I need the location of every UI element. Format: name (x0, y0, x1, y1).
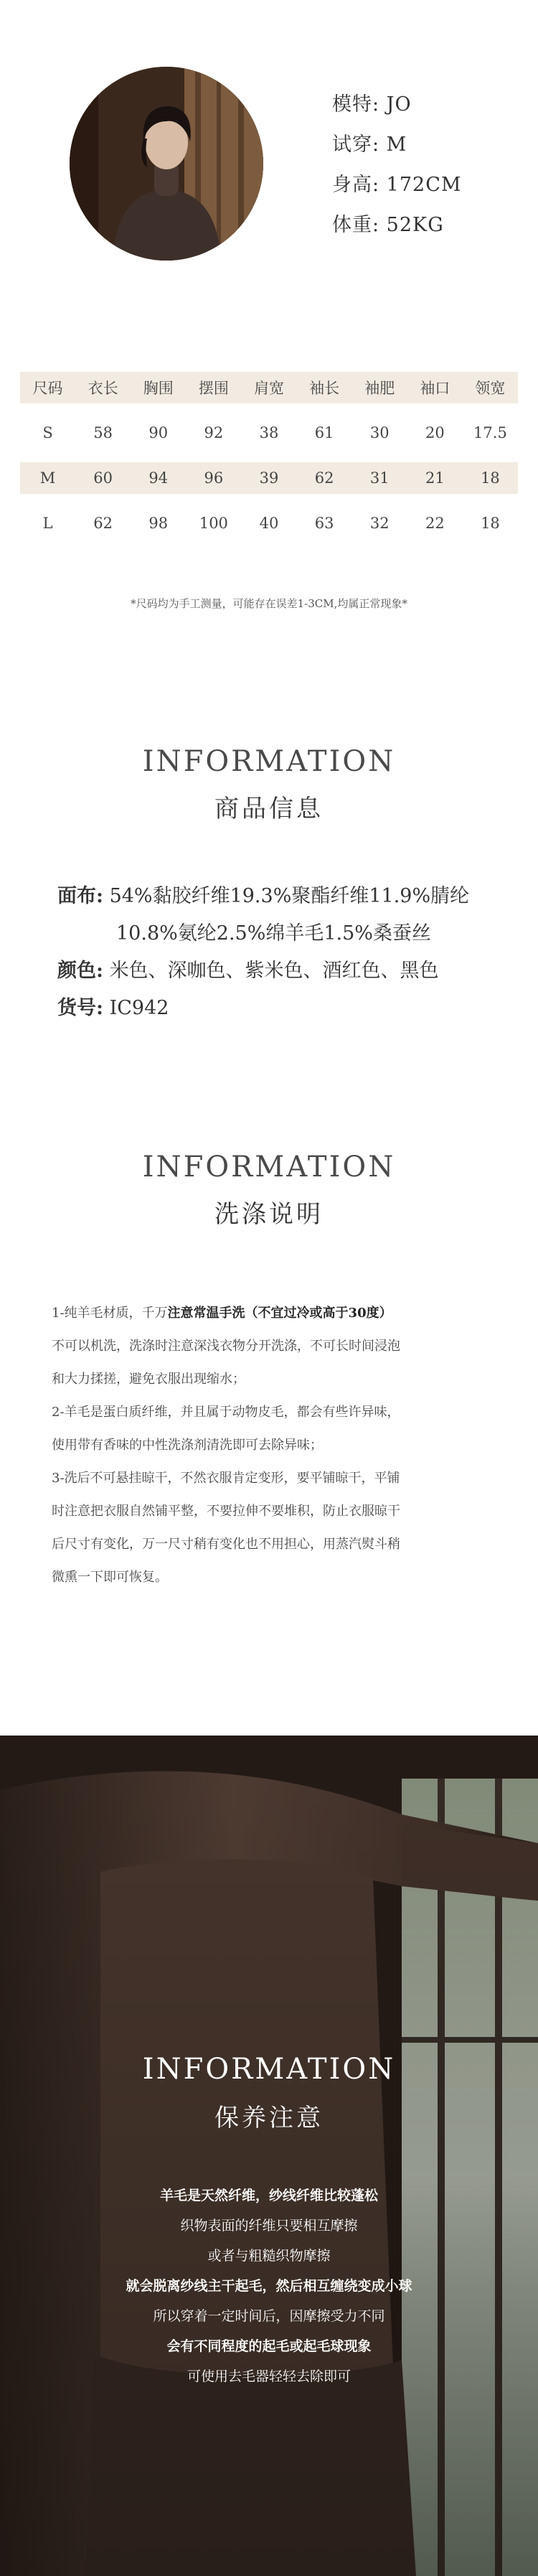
wash-line: 后尺寸有变化，万一尺寸稍有变化也不用担心，用蒸汽熨斗稍 (52, 1537, 400, 1552)
table-row (20, 417, 518, 449)
care-section (0, 1736, 538, 2576)
model-photo-illustration (70, 67, 263, 261)
table-cell: 31 (369, 469, 390, 487)
size-table-header (20, 372, 518, 403)
header-cell: 袖口 (420, 380, 450, 397)
care-line: 所以穿着一定时间后，因摩擦受力不同 (153, 2308, 385, 2324)
table-cell: 60 (93, 469, 113, 487)
table-cell: 63 (314, 515, 334, 532)
care-info-title-en: INFORMATION (142, 2053, 396, 2086)
care-line: 或者与粗糙织物摩擦 (207, 2248, 331, 2264)
care-line: 羊毛是天然纤维，纱线纤维比较蓬松 (159, 2188, 378, 2203)
model-height: 身高: 172CM (332, 174, 462, 196)
table-cell: 22 (425, 515, 445, 532)
table-cell: 18 (481, 469, 500, 487)
header-cell: 尺码 (32, 380, 63, 397)
table-cell: 92 (204, 424, 224, 441)
table-cell: S (42, 424, 53, 441)
header-cell: 袖肥 (364, 380, 395, 397)
wash-line: 不可以机洗，洗涤时注意深浅衣物分开洗涤，不可长时间浸泡 (52, 1339, 400, 1354)
header-cell: 摆围 (198, 380, 229, 397)
table-cell: 32 (369, 515, 390, 532)
product-info (57, 878, 502, 1027)
table-row (20, 462, 518, 494)
care-instructions (0, 2181, 538, 2392)
wash-line: 时注意把衣服自然铺平整，不要拉伸不要堆积，防止衣服晾干 (52, 1504, 400, 1519)
header-cell: 胸围 (143, 380, 174, 397)
product-info-title-zh: 商品信息 (214, 795, 324, 823)
care-line: 就会脱离纱线主干起毛，然后相互缠绕变成小球 (126, 2278, 412, 2294)
wash-line: 和大力揉搓，避免衣服出现缩水； (52, 1372, 245, 1387)
sku-value: IC942 (109, 997, 169, 1019)
model-name: 模特: JO (332, 93, 412, 116)
size-table-note: *尺码均为手工测量，可能存在误差1-3CM,均属正常现象* (131, 597, 407, 610)
fabric-label: 面布: (57, 885, 103, 907)
table-cell: 39 (259, 469, 279, 487)
table-cell: 18 (481, 515, 500, 532)
care-background-photo (0, 1736, 538, 2576)
color-row (57, 952, 502, 990)
table-row (20, 507, 518, 539)
table-cell: 100 (199, 515, 228, 532)
header-cell: 领宽 (475, 380, 506, 397)
care-info-title-zh: 保养注意 (214, 2104, 324, 2132)
table-cell: 17.5 (473, 424, 507, 441)
fabric-value-line2: 10.8%氨纶2.5%绵羊毛1.5%桑蚕丝 (116, 922, 431, 945)
table-cell: 30 (369, 424, 390, 441)
wash-info-title-en: INFORMATION (142, 1151, 396, 1184)
table-cell: 40 (259, 515, 279, 532)
wash-line-emphasis: 注意常温手洗（不宜过冷或高于30度） (167, 1306, 392, 1321)
wash-line: 2-羊毛是蛋白质纤维，并且属于动物皮毛，都会有些许异味， (52, 1405, 400, 1420)
table-cell: 96 (204, 469, 224, 487)
size-table (20, 372, 518, 539)
table-cell: 38 (259, 424, 279, 441)
wash-line (52, 1297, 482, 1330)
sku-label: 货号: (57, 997, 103, 1019)
table-cell: 90 (148, 424, 169, 441)
model-weight: 体重: 52KG (332, 214, 444, 236)
care-line: 会有不同程度的起毛或起毛球现象 (166, 2338, 372, 2354)
color-label: 颜色: (57, 960, 103, 982)
model-fit-size: 试穿: M (332, 134, 407, 156)
header-cell: 肩宽 (253, 380, 284, 397)
wash-instructions (52, 1297, 482, 1594)
model-section (0, 0, 538, 301)
fabric-row (57, 878, 502, 915)
sku-row (57, 990, 502, 1027)
table-cell: 21 (425, 469, 445, 487)
wash-info-title-zh: 洗涤说明 (214, 1200, 324, 1229)
table-cell: 98 (148, 515, 169, 532)
model-photo (70, 67, 263, 261)
table-cell: 62 (93, 515, 113, 532)
model-info (332, 85, 519, 245)
wash-line-text: 1-纯羊毛材质，千万 (52, 1306, 168, 1321)
wash-line: 微熏一下即可恢复。 (52, 1570, 168, 1585)
table-cell: 61 (314, 424, 334, 441)
care-line: 织物表面的纤维只要相互摩擦 (180, 2218, 358, 2234)
table-cell: 94 (148, 469, 169, 487)
table-cell: 62 (314, 469, 334, 487)
care-line: 可使用去毛器轻轻去除即可 (187, 2369, 351, 2384)
product-info-title-en: INFORMATION (142, 745, 396, 778)
table-cell: M (39, 469, 56, 487)
table-cell: 20 (425, 424, 445, 441)
table-cell: 58 (93, 424, 113, 441)
header-cell: 袖长 (309, 380, 340, 397)
fabric-value-line1: 54%黏胶纤维19.3%聚酯纤维11.9%腈纶 (109, 885, 470, 907)
table-cell: L (42, 515, 53, 532)
header-cell: 衣长 (88, 380, 118, 397)
wash-line: 3-洗后不可悬挂晾干，不然衣服肯定变形，要平铺晾干，平铺 (52, 1471, 400, 1486)
wash-line: 使用带有香味的中性洗涤剂清洗即可去除异味； (52, 1438, 323, 1453)
color-value: 米色、深咖色、紫米色、酒红色、黑色 (109, 960, 439, 982)
